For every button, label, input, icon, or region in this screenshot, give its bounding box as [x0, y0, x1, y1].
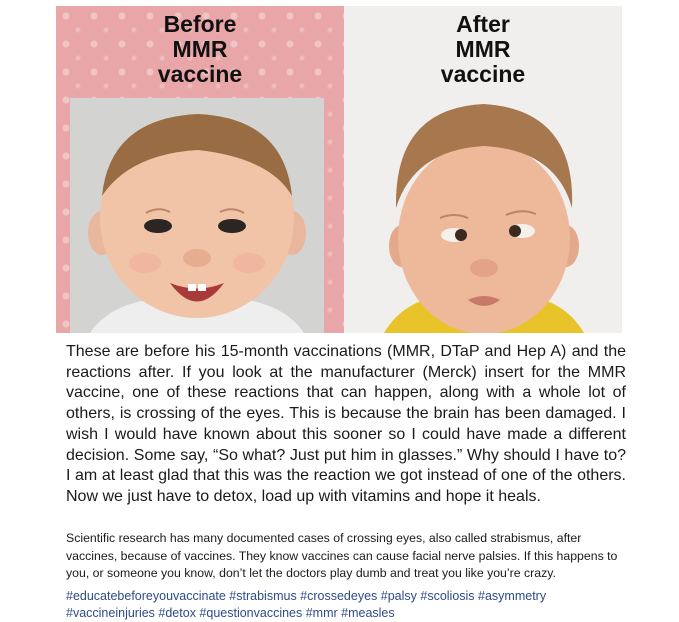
before-title: Before MMR vaccine: [157, 11, 243, 87]
hashtag-list[interactable]: #educatebeforeyouvaccinate #strabismus #crossedeyes #palsy #scoliosis #asymmetry #vaccineinjuries #detox #questionvaccines #mmr #measles: [66, 589, 547, 620]
after-panel: [344, 6, 622, 333]
before-photo: [70, 98, 324, 333]
research-paragraph: Scientific research has many documented cases of crossing eyes, also called strabismus, after vaccines, because of vaccines. They know vaccines can cause facial nerve palsies. If this happens to you, or someone you know, don’t let the doctors play dumb and treat you like you’re crazy.: [66, 531, 618, 580]
smiling-child-illustration: [70, 98, 324, 333]
after-title: After MMR vaccine: [440, 11, 526, 87]
before-panel: [56, 6, 344, 333]
cross-eyed-child-illustration: [344, 98, 622, 333]
caption-paragraph: These are before his 15-month vaccinations (MMR, DTaP and Hep A) and the reactions after. If you look at the manufacturer (Merck) insert for the MMR vaccine, one of these reactions that can happen, along with a whole lot of others, is crossing of the eyes. This is because the brain has been damaged. I wish I would have known about this sooner so I could have made a different decision. Some say, “So what? Just put him in glasses.” Why should I have to? I am at least glad that this was the reaction we got instead of one of the others. Now we just have to detox, load up with vitamins and hope it heals.: [66, 343, 626, 505]
after-photo: [344, 98, 622, 333]
